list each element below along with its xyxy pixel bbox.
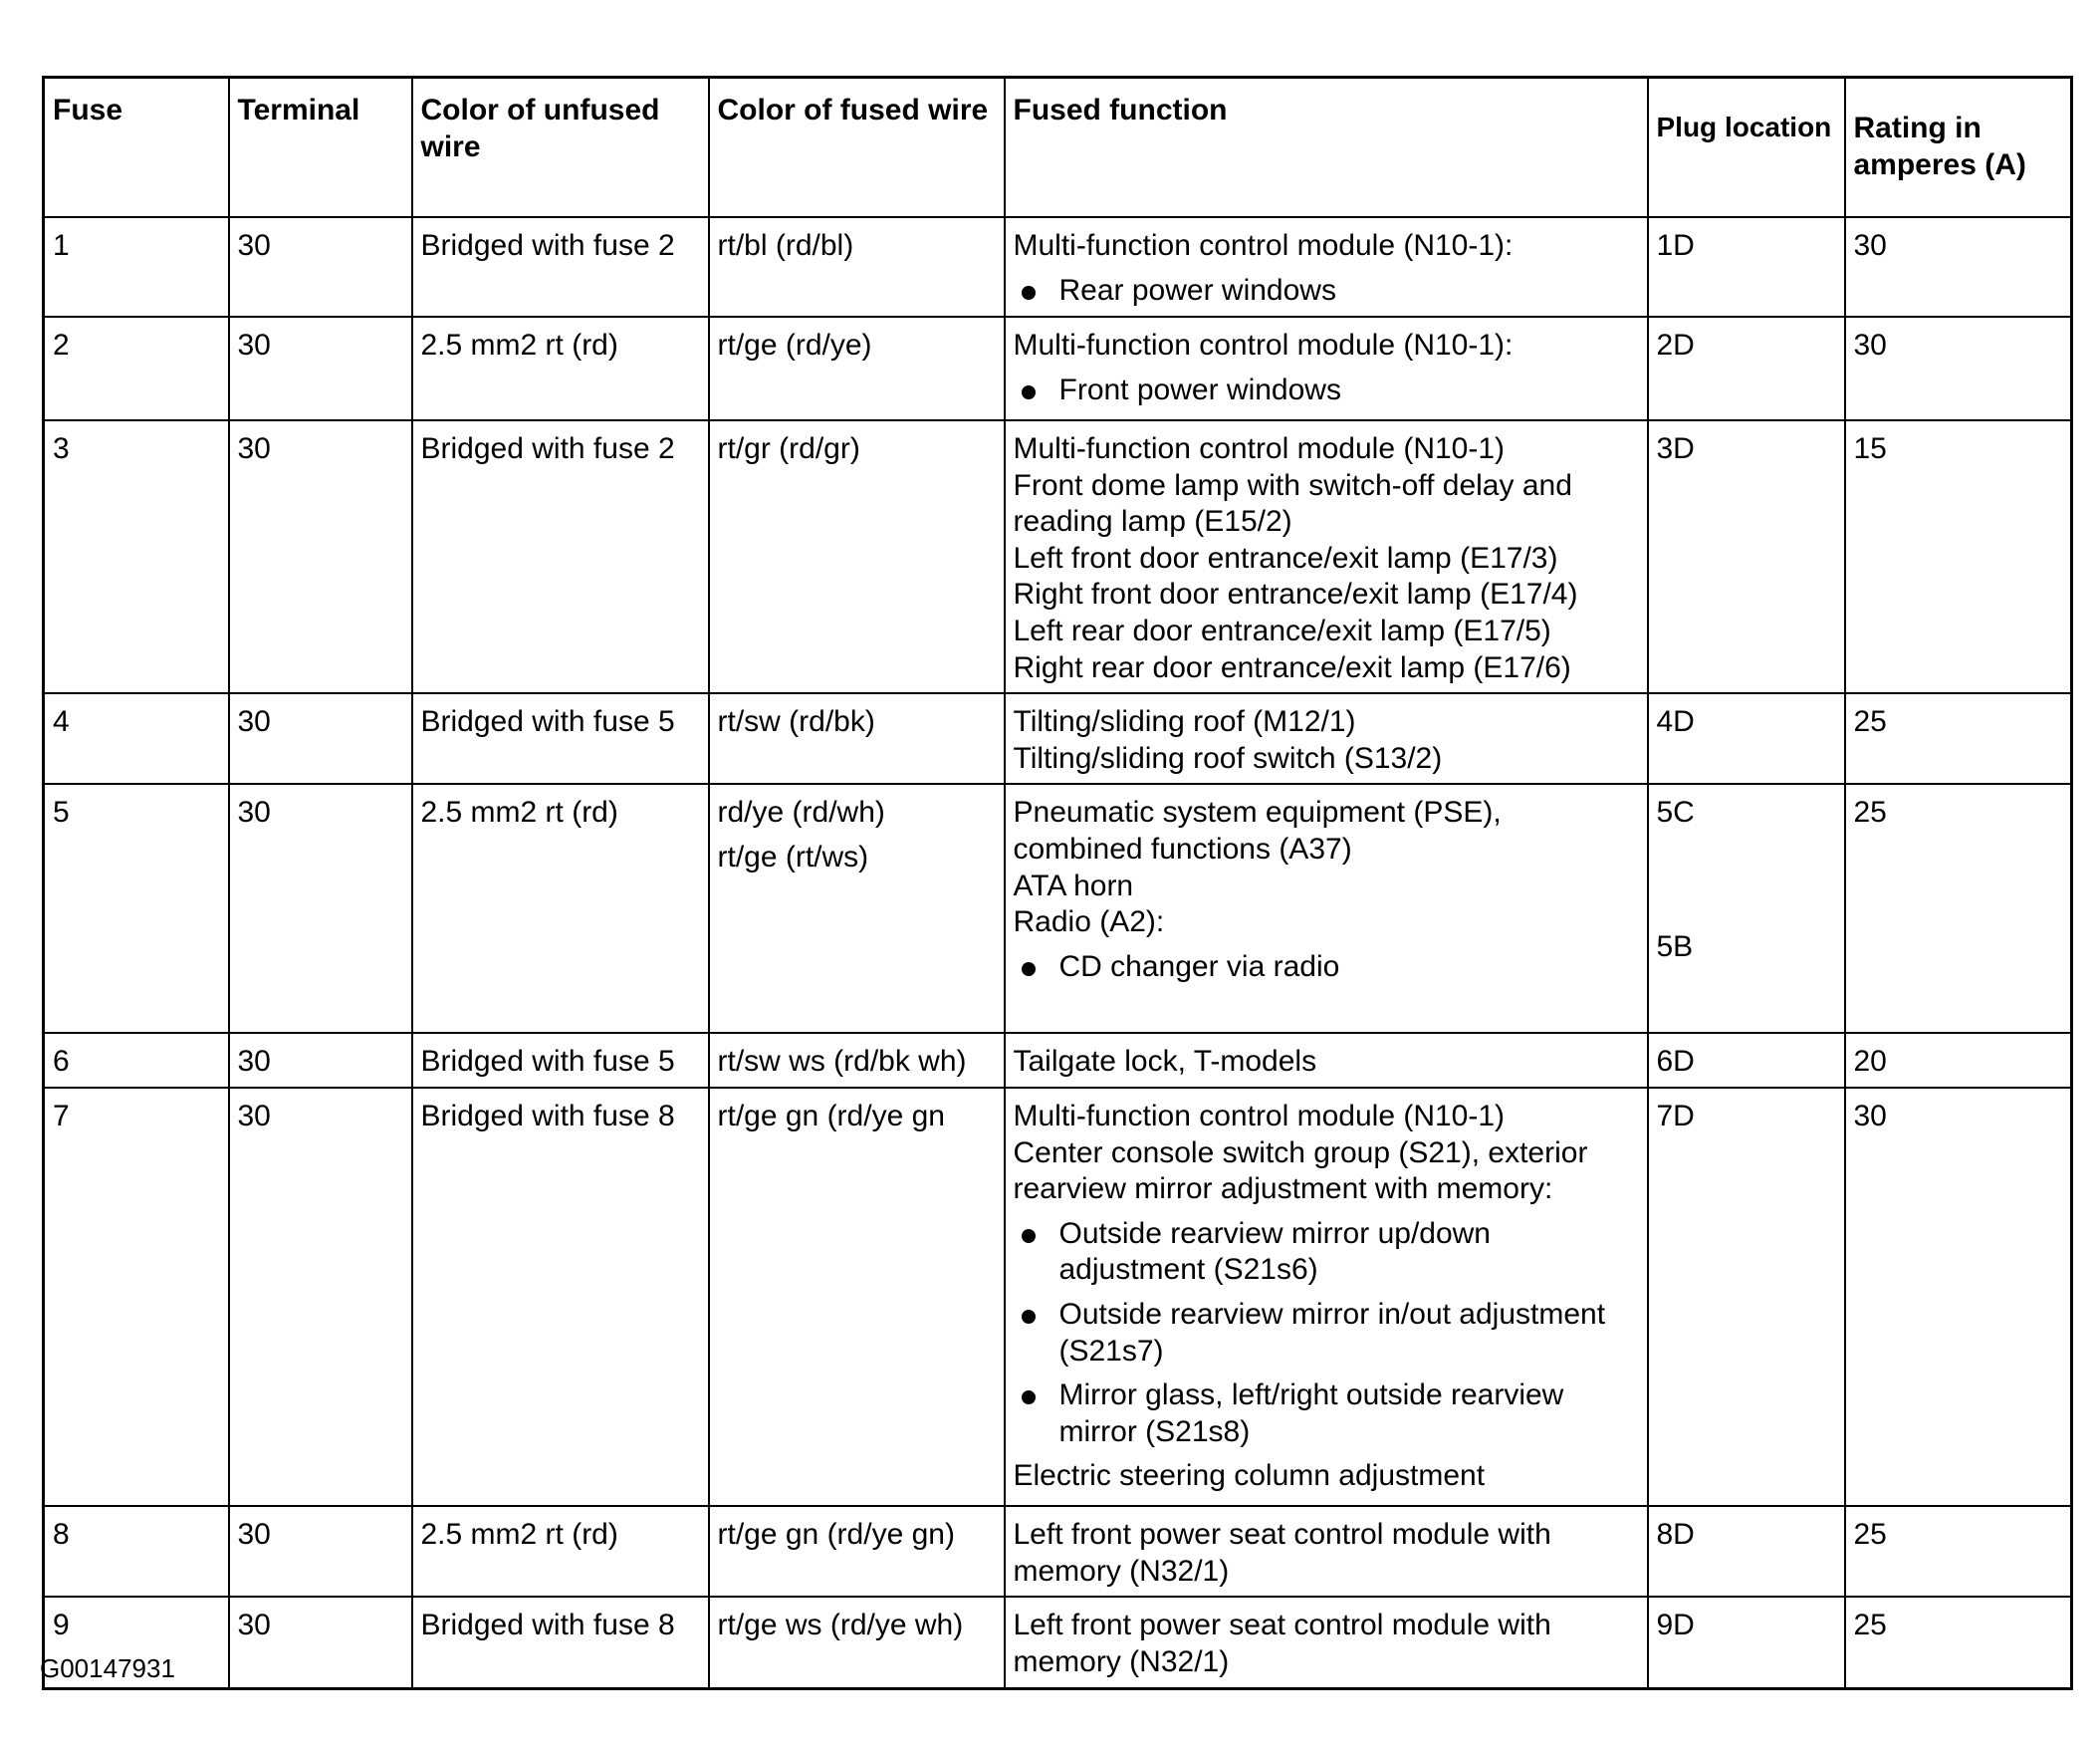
table-row — [44, 1506, 2072, 1597]
fuse-table — [42, 76, 2073, 1690]
fuse-cell: 9 — [44, 1597, 229, 1688]
function-line: Tailgate lock, T-models — [1013, 1045, 1317, 1079]
unfused-wire-cell: Bridged with fuse 5 — [412, 1033, 709, 1088]
rating-cell: 25 — [1845, 693, 2072, 784]
rating-cell: 20 — [1845, 1033, 2072, 1088]
function-line: ATA horn — [1013, 869, 1134, 902]
fused-wire-cell-line: rt/ge gn (rd/ye gn — [717, 1099, 945, 1132]
function-line: Radio (A2): — [1013, 905, 1165, 939]
unfused-wire-cell: Bridged with fuse 8 — [412, 1088, 709, 1506]
fused-wire-cell-line: rt/bl (rd/bl) — [717, 229, 854, 262]
function-line: Tilting/sliding roof (M12/1) — [1013, 705, 1356, 739]
terminal-cell: 30 — [229, 420, 412, 693]
fused-wire-cell — [709, 1088, 1005, 1506]
plug-location-cell — [1648, 1506, 1845, 1597]
fused-function-cell — [1005, 693, 1648, 784]
fused-function-cell — [1005, 1597, 1648, 1688]
table-body — [44, 217, 2072, 1688]
function-line: Multi-function control module (N10-1) — [1013, 1099, 1506, 1132]
function-bullet-item: Outside rearview mirror up/down adjustment (S21s6) — [1014, 1216, 1639, 1289]
table-row — [44, 1033, 2072, 1088]
plug-location-cell-line: 8D — [1656, 1517, 1695, 1551]
plug-location-cell-line: 6D — [1656, 1045, 1695, 1079]
function-line: Left front power seat control module with memory (N32/1) — [1013, 1609, 1551, 1678]
rating-cell: 30 — [1845, 317, 2072, 420]
terminal-cell: 30 — [229, 1597, 412, 1688]
unfused-wire-cell: Bridged with fuse 8 — [412, 1597, 709, 1688]
function-bullet-item: Rear power windows — [1014, 273, 1639, 310]
table-row — [44, 784, 2072, 1033]
fused-wire-cell-line: rt/ge gn (rd/ye gn) — [717, 1517, 955, 1551]
plug-location-cell — [1648, 784, 1845, 1033]
fused-function-cell — [1005, 1033, 1648, 1088]
plug-location-cell-line: 5C — [1656, 796, 1695, 830]
function-bullet-item: CD changer via radio — [1014, 949, 1639, 986]
function-line: Multi-function control module (N10-1): — [1013, 329, 1514, 362]
plug-location-cell — [1648, 317, 1845, 420]
plug-location-cell — [1648, 1597, 1845, 1688]
plug-location-cell-line: 9D — [1656, 1609, 1695, 1642]
table-row — [44, 317, 2072, 420]
fuse-cell: 6 — [44, 1033, 229, 1088]
header-fused-wire-color: Color of fused wire — [709, 78, 1005, 218]
rating-cell: 25 — [1845, 1506, 2072, 1597]
rating-cell: 30 — [1845, 1088, 2072, 1506]
function-bullet-item: Outside rearview mirror in/out adjustment (S21s7) — [1014, 1297, 1639, 1370]
plug-location-cell-line: 7D — [1656, 1099, 1695, 1132]
fused-wire-cell-line: rt/sw ws (rd/bk wh) — [717, 1045, 967, 1079]
fused-function-cell — [1005, 1088, 1648, 1506]
fused-wire-cell — [709, 217, 1005, 317]
header-fuse: Fuse — [44, 78, 229, 218]
fuse-cell: 5 — [44, 784, 229, 1033]
function-line: Left front door entrance/exit lamp (E17/3) — [1013, 541, 1558, 575]
rating-cell: 15 — [1845, 420, 2072, 693]
fused-wire-cell-line: rd/ye (rd/wh) — [717, 796, 885, 830]
table-row — [44, 1597, 2072, 1688]
header-unfused-wire-color: Color of unfused wire — [412, 78, 709, 218]
plug-location-cell — [1648, 1088, 1845, 1506]
rating-cell: 30 — [1845, 217, 2072, 317]
fused-function-cell — [1005, 1506, 1648, 1597]
function-line: Right front door entrance/exit lamp (E17/4) — [1013, 578, 1578, 612]
terminal-cell: 30 — [229, 693, 412, 784]
plug-location-cell-line: 1D — [1656, 229, 1695, 262]
plug-location-cell-line: 5B — [1656, 929, 1694, 963]
plug-location-cell — [1648, 420, 1845, 693]
fused-wire-cell-line: rt/gr (rd/gr) — [717, 432, 860, 465]
fused-wire-cell — [709, 1033, 1005, 1088]
function-line: Left front power seat control module with memory (N32/1) — [1013, 1517, 1551, 1588]
fused-function-cell — [1005, 217, 1648, 317]
fuse-cell: 1 — [44, 217, 229, 317]
function-line: Multi-function control module (N10-1) — [1013, 432, 1506, 465]
fuse-cell: 4 — [44, 693, 229, 784]
fused-wire-cell — [709, 784, 1005, 1033]
function-line: Multi-function control module (N10-1): — [1013, 229, 1514, 262]
plug-location-cell-line: 2D — [1656, 329, 1695, 362]
unfused-wire-cell: Bridged with fuse 5 — [412, 693, 709, 784]
fused-function-cell — [1005, 317, 1648, 420]
table-row — [44, 420, 2072, 693]
rating-cell: 25 — [1845, 784, 2072, 1033]
unfused-wire-cell: 2.5 mm2 rt (rd) — [412, 317, 709, 420]
fused-wire-cell-line: rt/ge (rt/ws) — [717, 840, 869, 874]
function-line: Right rear door entrance/exit lamp (E17/6) — [1013, 650, 1571, 684]
fused-wire-cell — [709, 420, 1005, 693]
terminal-cell: 30 — [229, 1033, 412, 1088]
fuse-cell: 2 — [44, 317, 229, 420]
table-row — [44, 693, 2072, 784]
function-line: Front dome lamp with switch-off delay and reading lamp (E15/2) — [1013, 468, 1572, 539]
function-line: Center console switch group (S21), exterior rearview mirror adjustment with memory: — [1013, 1135, 1588, 1206]
terminal-cell: 30 — [229, 1506, 412, 1597]
rating-cell: 25 — [1845, 1597, 2072, 1688]
header-row — [44, 78, 2072, 218]
figure-id: G00147931 — [40, 1653, 175, 1683]
header-rating: Rating in amperes (A) — [1845, 78, 2072, 218]
fused-wire-cell-line: rt/ge (rd/ye) — [717, 329, 872, 362]
fused-wire-cell — [709, 317, 1005, 420]
unfused-wire-cell: Bridged with fuse 2 — [412, 217, 709, 317]
plug-location-cell — [1648, 1033, 1845, 1088]
plug-location-cell — [1648, 693, 1845, 784]
table-row — [44, 1088, 2072, 1506]
terminal-cell: 30 — [229, 317, 412, 420]
function-bullet-item: Front power windows — [1014, 373, 1639, 409]
function-line: Electric steering column adjustment — [1013, 1459, 1486, 1493]
plug-location-cell-line: 4D — [1656, 705, 1695, 739]
fuse-cell: 8 — [44, 1506, 229, 1597]
fused-wire-cell-line: rt/sw (rd/bk) — [717, 705, 875, 739]
function-line: Tilting/sliding roof switch (S13/2) — [1013, 741, 1443, 775]
fuse-cell: 7 — [44, 1088, 229, 1506]
terminal-cell: 30 — [229, 784, 412, 1033]
fused-wire-cell — [709, 1597, 1005, 1688]
fused-wire-cell-line: rt/ge ws (rd/ye wh) — [717, 1609, 964, 1642]
header-plug-location: Plug location — [1648, 78, 1845, 218]
fused-function-cell — [1005, 784, 1648, 1033]
function-line: Left rear door entrance/exit lamp (E17/5) — [1013, 614, 1551, 647]
plug-location-cell-line: 3D — [1656, 432, 1695, 465]
fuse-cell: 3 — [44, 420, 229, 693]
function-line: Pneumatic system equipment (PSE), combined functions (A37) — [1013, 796, 1502, 866]
header-terminal: Terminal — [229, 78, 412, 218]
unfused-wire-cell: 2.5 mm2 rt (rd) — [412, 784, 709, 1033]
table-row — [44, 217, 2072, 317]
terminal-cell: 30 — [229, 217, 412, 317]
unfused-wire-cell: 2.5 mm2 rt (rd) — [412, 1506, 709, 1597]
unfused-wire-cell: Bridged with fuse 2 — [412, 420, 709, 693]
terminal-cell: 30 — [229, 1088, 412, 1506]
function-bullet-item: Mirror glass, left/right outside rearview mirror (S21s8) — [1014, 1377, 1639, 1450]
fused-wire-cell — [709, 1506, 1005, 1597]
plug-location-cell — [1648, 217, 1845, 317]
fused-function-cell — [1005, 420, 1648, 693]
header-fused-function: Fused function — [1005, 78, 1648, 218]
fused-wire-cell — [709, 693, 1005, 784]
